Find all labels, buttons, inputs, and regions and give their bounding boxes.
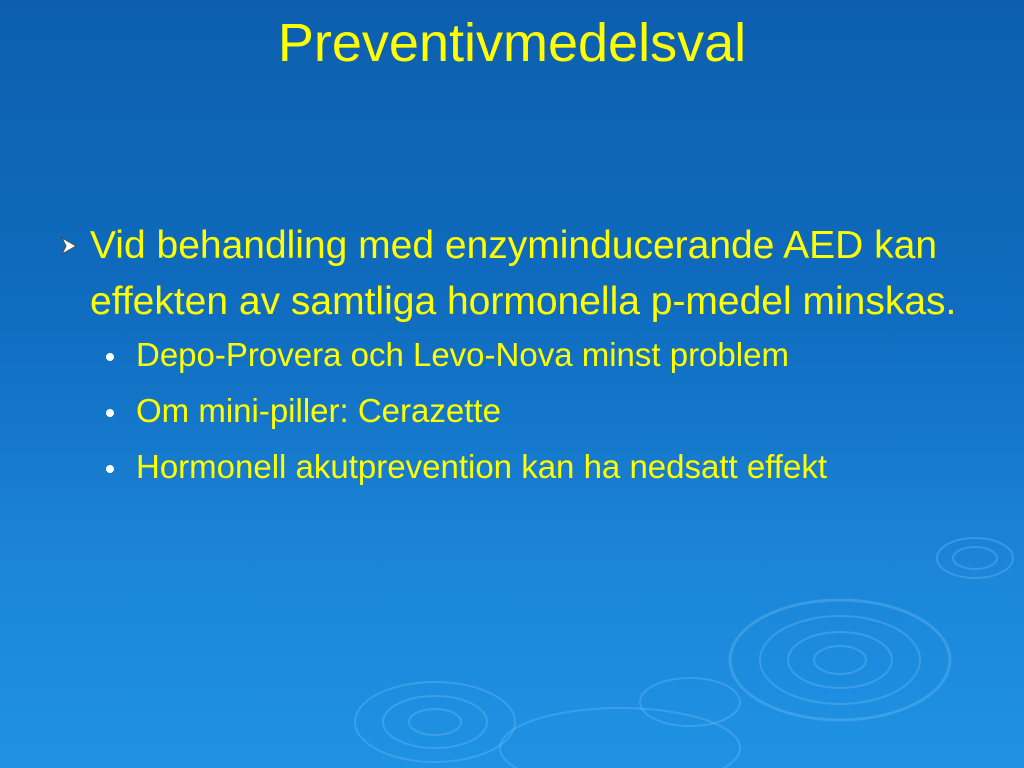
sub-bullet <box>106 388 958 434</box>
bullet-dot-icon <box>106 409 114 417</box>
slide-title: Preventivmedelsval <box>277 13 747 73</box>
main-bullet-text: Vid behandling med enzyminducerande AED kan effekten av samtliga hormonella p-medel minskas. <box>90 224 957 323</box>
main-bullet <box>58 218 958 330</box>
arrow-bullet-icon <box>58 235 80 257</box>
sub-bullet-list <box>58 332 958 490</box>
bullet-dot-icon <box>106 353 114 361</box>
sub-bullet-text: Depo-Provera och Levo-Nova minst problem <box>136 336 789 373</box>
sub-bullet <box>106 444 958 490</box>
slide-body <box>58 218 958 500</box>
sub-bullet-text: Hormonell akutprevention kan ha nedsatt effekt <box>136 448 827 485</box>
sub-bullet <box>106 332 958 378</box>
bullet-dot-icon <box>106 465 114 473</box>
sub-bullet-text: Om mini-piller: Cerazette <box>136 392 501 429</box>
